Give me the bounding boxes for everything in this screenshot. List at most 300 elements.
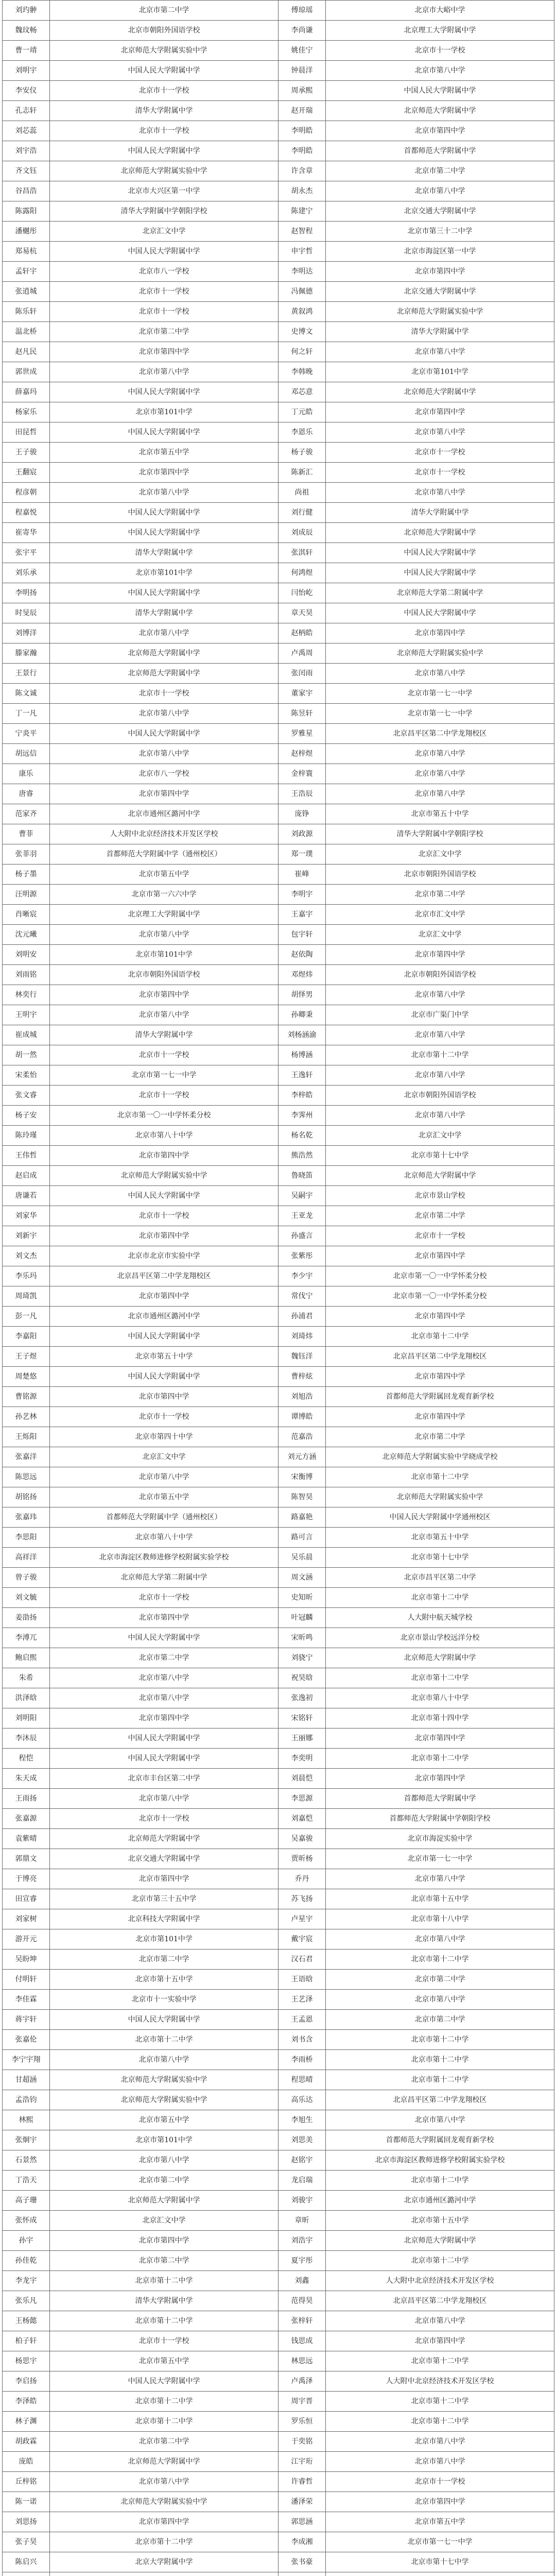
school-right: 北京师范大学附属实验中学 <box>326 643 554 664</box>
school-left: 北京市第二中学 <box>50 2432 279 2452</box>
school-left: 北京汇文中学 <box>50 2211 279 2231</box>
school-left: 北京市海淀区教师进修学校附属实验学校 <box>50 1548 279 1568</box>
school-right: 北京昌平区第二中学龙翔校区 <box>326 2291 554 2311</box>
student-name-left: 吴盼坤 <box>3 1950 50 1970</box>
student-name-left: 杨子安 <box>3 1106 50 1126</box>
student-name-right: 崔峰 <box>279 865 326 885</box>
student-name-left: 高祥洋 <box>3 1548 50 1568</box>
table-row <box>3 684 554 704</box>
table-row <box>3 262 554 282</box>
school-right: 北京市朝阳外国语学校 <box>326 1086 554 1106</box>
school-right: 北京市海淀区教师进修学校附属实验学校 <box>326 2150 554 2171</box>
student-name-left: 姜劭扬 <box>3 1608 50 1628</box>
student-name-right: 周承熙 <box>279 81 326 101</box>
table-row <box>3 2110 554 2130</box>
school-left: 北京师范大学附属实验中学 <box>50 1166 279 1186</box>
school-right: 首都师范大学附属回龙观育新学校 <box>326 2130 554 2150</box>
student-name-left: 范家齐 <box>3 804 50 824</box>
student-name-left: 孙佳乾 <box>3 2251 50 2271</box>
student-name-right: 金梓寰 <box>279 764 326 784</box>
school-left: 中国人民大学附属中学 <box>50 2371 279 2392</box>
student-name-right: 邓煜炜 <box>279 965 326 985</box>
table-row <box>3 2231 554 2251</box>
student-name-left: 丁浩天 <box>3 2171 50 2191</box>
student-name-left: 宋柔怡 <box>3 1065 50 1086</box>
student-name-left: 张怀成 <box>3 2211 50 2231</box>
student-name-right: 陈昱轩 <box>279 704 326 724</box>
school-left: 清华大学附属中学朝阳学校 <box>50 201 279 222</box>
school-right: 北京昌平区第二中学龙翔校区 <box>326 724 554 744</box>
school-right: 北京师范大学附属实验中学晓成学校 <box>326 1447 554 1467</box>
school-left: 北京汇文中学 <box>50 1447 279 1467</box>
student-name-left: 陈露阳 <box>3 201 50 222</box>
school-left: 北京市通州区潞河中学 <box>50 804 279 824</box>
student-name-right: 高乐达 <box>279 2090 326 2110</box>
student-name-right: 王嘉宇 <box>279 905 326 925</box>
student-name-right: 陈新汇 <box>279 463 326 483</box>
table-row <box>3 2171 554 2191</box>
school-left: 北京交通大学附属中学 <box>50 1849 279 1869</box>
school-right: 北京市朝阳外国语学校 <box>326 965 554 985</box>
table-row <box>3 2472 554 2492</box>
student-name-right: 赵柄皓 <box>279 623 326 643</box>
school-right: 北京市第十七中学 <box>326 2552 554 2572</box>
table-row <box>3 1849 554 1869</box>
student-name-right: 杨子骏 <box>279 443 326 463</box>
school-right: 北京市景山学校 <box>326 1186 554 1206</box>
student-name-left: 李泽皓 <box>3 2392 50 2412</box>
school-left: 北京市通州区潞河中学 <box>50 1307 279 1327</box>
table-row <box>3 1970 554 1990</box>
school-left: 北京市第二中学 <box>50 322 279 342</box>
school-right: 北京市第二中学 <box>326 885 554 905</box>
student-name-left: 潘樾彤 <box>3 222 50 242</box>
school-right: 北京市第十二中学 <box>326 2030 554 2050</box>
student-name-right: 李尚谦 <box>279 21 326 41</box>
student-name-right: 刘嘉恺 <box>279 1809 326 1829</box>
student-name-right: 赵铭宇 <box>279 2150 326 2171</box>
table-row <box>3 222 554 242</box>
student-name-right: 许含章 <box>279 161 326 181</box>
school-left: 北京市十一学校 <box>50 302 279 322</box>
student-name-left: 庞皓 <box>3 2452 50 2472</box>
school-left: 北京市第八中学 <box>50 1688 279 1708</box>
school-right: 北京市第十二中学 <box>326 1045 554 1065</box>
student-name-right: 宋昕鸣 <box>279 1628 326 1648</box>
school-right: 北京市第二中学 <box>326 161 554 181</box>
table-row <box>3 704 554 724</box>
student-name-right: 夏宇彤 <box>279 2251 326 2271</box>
student-name-left: 柏子轩 <box>3 2331 50 2351</box>
school-right: 清华大学附属中学 <box>326 503 554 523</box>
school-right: 北京汇文中学 <box>326 1126 554 1146</box>
student-name-right: 张逸初 <box>279 1688 326 1708</box>
table-row <box>3 1487 554 1507</box>
school-right: 北京市第十七中学 <box>326 1146 554 1166</box>
student-name-left: 洪泽晗 <box>3 1688 50 1708</box>
school-left: 清华大学附属中学 <box>50 1025 279 1045</box>
table-row <box>3 1507 554 1528</box>
student-name-right: 魏钰洋 <box>279 1347 326 1367</box>
student-name-left: 赵启成 <box>3 1166 50 1186</box>
school-right: 北京市第八中学 <box>326 61 554 81</box>
school-right: 北京市十一学校 <box>326 463 554 483</box>
student-name-right: 赵智程 <box>279 222 326 242</box>
table-row <box>3 1990 554 2010</box>
school-left: 北京市第一〇一中学怀柔分校 <box>50 1106 279 1126</box>
student-name-left: 王烁阳 <box>3 1427 50 1447</box>
school-left: 北京市第十二中学 <box>50 2412 279 2432</box>
school-left: 北京师范大学附属中学 <box>50 2191 279 2211</box>
school-right: 北京市第四中学 <box>326 2492 554 2512</box>
school-right: 北京昌平区第二中学龙翔校区 <box>326 2090 554 2110</box>
table-row <box>3 1407 554 1427</box>
student-name-left: 沈元曦 <box>3 925 50 945</box>
school-left: 北京市十一学校 <box>50 1206 279 1226</box>
student-name-right: 刘骏宇 <box>279 2191 326 2211</box>
school-left: 北京市朝阳外国语学校 <box>50 21 279 41</box>
student-name-right: 龙启瑞 <box>279 2171 326 2191</box>
student-name-left: 杨思宇 <box>3 2351 50 2371</box>
table-row <box>3 1950 554 1970</box>
student-name-right: 卢禹泽 <box>279 2371 326 2392</box>
student-name-right: 熊浩然 <box>279 1146 326 1166</box>
school-left: 人大附中北京经济技术开发区学校 <box>50 824 279 844</box>
table-row <box>3 925 554 945</box>
student-name-right: 胡怿男 <box>279 985 326 1005</box>
table-row <box>3 1307 554 1327</box>
student-name-right: 史知昕 <box>279 1588 326 1608</box>
school-left: 北京市第八十中学 <box>50 1528 279 1548</box>
student-name-left: 孔志轩 <box>3 101 50 121</box>
school-left: 北京师范大学附属实验中学 <box>50 2090 279 2110</box>
student-name-left: 田昆哲 <box>3 422 50 443</box>
school-right: 北京汇文中学 <box>326 844 554 865</box>
student-name-left: 崔寄华 <box>3 523 50 543</box>
school-right: 北京市汇文中学 <box>326 905 554 925</box>
student-name-right: 范得昊 <box>279 2291 326 2311</box>
school-right: 北京市第八中学 <box>326 483 554 503</box>
table-row <box>3 885 554 905</box>
student-name-left: 朱希 <box>3 1668 50 1688</box>
table-row <box>3 1869 554 1889</box>
student-name-left: 张嘉伦 <box>3 2030 50 2050</box>
school-right: 北京市第十二中学 <box>326 2171 554 2191</box>
student-name-left: 周楚悠 <box>3 1367 50 1387</box>
school-left: 北京市大兴区第一中学 <box>50 181 279 201</box>
school-right: 北京市第八中学 <box>326 985 554 1005</box>
student-name-right: 李明宇 <box>279 885 326 905</box>
student-name-left: 魏玟畅 <box>3 21 50 41</box>
student-name-left: 刘明安 <box>3 945 50 965</box>
school-left: 北京市第八中学 <box>50 1005 279 1025</box>
student-name-right: 胡永杰 <box>279 181 326 201</box>
school-left: 清华大学附属中学 <box>50 2291 279 2311</box>
school-left: 北京市第八中学 <box>50 1668 279 1688</box>
school-left: 中国人民大学附属中学 <box>50 724 279 744</box>
school-left: 中国人民大学附属中学 <box>50 2010 279 2030</box>
school-left: 北京市第八中学 <box>50 1789 279 1809</box>
school-left: 首都师范大学附属中学（通州校区） <box>50 844 279 865</box>
table-row <box>3 1065 554 1086</box>
student-name-left: 鲍启煕 <box>3 1648 50 1668</box>
roster-table <box>2 0 554 2576</box>
school-left: 北京市朝阳外国语学校 <box>50 965 279 985</box>
student-name-right: 陈智昊 <box>279 1487 326 1507</box>
student-name-right: 吴嘉骏 <box>279 1829 326 1849</box>
student-name-left: 郭鼎文 <box>3 1849 50 1869</box>
student-name-left: 李思阳 <box>3 1528 50 1548</box>
school-right: 北京市第五中学 <box>326 2512 554 2532</box>
student-name-left: 陈玲瑾 <box>3 1126 50 1146</box>
school-right: 北京市第四中学 <box>326 262 554 282</box>
school-left: 北京市第十二中学 <box>50 2392 279 2412</box>
school-left: 北京市第八中学 <box>50 623 279 643</box>
school-left: 北京市第二中学 <box>50 2171 279 2191</box>
school-right: 北京市第八中学 <box>326 2452 554 2472</box>
student-name-right: 姚佳宁 <box>279 41 326 61</box>
student-name-left: 石景然 <box>3 2150 50 2171</box>
student-name-right: 王丽娜 <box>279 1728 326 1749</box>
school-left: 北京市第101中学 <box>50 1929 279 1950</box>
table-row <box>3 2351 554 2371</box>
school-right: 北京市第二中学 <box>326 2010 554 2030</box>
student-name-left <box>3 2572 50 2576</box>
school-left: 北京市十一学校 <box>50 2331 279 2351</box>
student-name-right: 李明皓 <box>279 141 326 161</box>
school-left: 北京理工大学附属中学 <box>50 905 279 925</box>
school-right: 北京市第十二中学 <box>326 1327 554 1347</box>
student-name-left: 刘家树 <box>3 1909 50 1929</box>
student-name-right: 宋铭轩 <box>279 1708 326 1728</box>
school-left: 北京市十一学校 <box>50 684 279 704</box>
table-row <box>3 302 554 322</box>
school-right: 北京市十一学校 <box>326 1226 554 1246</box>
table-row <box>3 804 554 824</box>
school-right: 北京师范大学第二附属中学 <box>326 583 554 603</box>
student-name-left: 张逍城 <box>3 282 50 302</box>
school-right: 北京市第四中学 <box>326 2331 554 2351</box>
table-row <box>3 2211 554 2231</box>
student-name-left: 丘梓铭 <box>3 2472 50 2492</box>
student-name-left: 胡远信 <box>3 744 50 764</box>
table-row <box>3 503 554 523</box>
student-name-right: 章天昊 <box>279 603 326 623</box>
student-name-right: 刘行健 <box>279 503 326 523</box>
student-name-right: 汉石君 <box>279 1950 326 1970</box>
student-name-left: 刘雨铭 <box>3 965 50 985</box>
school-right: 北京市第四中学 <box>326 121 554 141</box>
student-name-left: 程嘉悦 <box>3 503 50 523</box>
student-name-left: 孟轩宇 <box>3 262 50 282</box>
student-name-left: 王雨扬 <box>3 1789 50 1809</box>
student-name-right: 路可言 <box>279 1528 326 1548</box>
school-right: 北京市第一〇一中学怀柔分校 <box>326 1266 554 1286</box>
table-row <box>3 2412 554 2432</box>
student-name-right: 邓芯意 <box>279 382 326 402</box>
table-row <box>3 965 554 985</box>
student-name-left: 蒋宇轩 <box>3 2010 50 2030</box>
school-left: 北京市第四十中学 <box>50 1427 279 1447</box>
student-name-left: 陈乐轩 <box>3 302 50 322</box>
student-name-right: 刘思美 <box>279 2130 326 2150</box>
school-left: 清华大学附属中学 <box>50 543 279 563</box>
student-name-left: 李龙宇 <box>3 2271 50 2291</box>
student-name-left: 王子煜 <box>3 1347 50 1367</box>
school-left: 北京市第四中学 <box>50 784 279 804</box>
school-left: 中国人民大学附属中学 <box>50 1628 279 1648</box>
table-row <box>3 41 554 61</box>
school-right: 北京市第十二中学 <box>326 1950 554 1970</box>
school-right: 北京市第四中学 <box>326 1407 554 1427</box>
student-name-left: 曹铭源 <box>3 1387 50 1407</box>
school-right: 北京市第十七中学 <box>326 1548 554 1568</box>
table-row <box>3 1648 554 1668</box>
student-name-right: 陈建宁 <box>279 201 326 222</box>
school-left: 北京市第八中学 <box>50 704 279 724</box>
student-name-right: 曹梓炫 <box>279 1367 326 1387</box>
table-row <box>3 1688 554 1708</box>
school-left: 北京市第101中学 <box>50 563 279 583</box>
student-name-left: 李沐辰 <box>3 1728 50 1749</box>
school-left: 北京市十一实验中学 <box>50 1990 279 2010</box>
table-row <box>3 2371 554 2392</box>
school-left: 首都师范大学附属中学（通州校区） <box>50 1507 279 1528</box>
school-right: 北京交通大学附属中学 <box>326 201 554 222</box>
student-name-right: 吴嗣宇 <box>279 1186 326 1206</box>
school-right: 北京交通大学附属中学 <box>326 282 554 302</box>
school-left: 北京师范大学附属实验中学 <box>50 41 279 61</box>
student-name-right: 包宇轩 <box>279 925 326 945</box>
student-name-right: 冯佩德 <box>279 282 326 302</box>
school-right: 北京师范大学附属中学 <box>326 382 554 402</box>
school-right: 北京市第一七一中学 <box>326 1849 554 1869</box>
table-row <box>3 2552 554 2572</box>
table-row <box>3 2251 554 2271</box>
school-left <box>50 2572 279 2576</box>
school-right: 北京师范大学附属中学 <box>326 1166 554 1186</box>
student-name-right: 史博文 <box>279 322 326 342</box>
school-left: 北京市第101中学 <box>50 402 279 422</box>
student-name-right: 吴乐晨 <box>279 1548 326 1568</box>
student-name-left: 汪明源 <box>3 885 50 905</box>
school-left: 北京市第八中学 <box>50 2150 279 2171</box>
school-left: 北京市第十二中学 <box>50 2271 279 2291</box>
school-right: 北京市第四中学 <box>326 1367 554 1387</box>
student-name-right: 刘鑫 <box>279 2271 326 2291</box>
school-left: 北京师范大学附属中学 <box>50 664 279 684</box>
school-left: 北京市第八中学 <box>50 362 279 382</box>
student-name-left: 郑易杭 <box>3 242 50 262</box>
student-name-left: 孟浩钧 <box>3 2090 50 2110</box>
table-row <box>3 161 554 181</box>
table-row <box>3 121 554 141</box>
school-left: 北京市第四中学 <box>50 1708 279 1728</box>
school-right: 北京市第八中学 <box>326 664 554 684</box>
school-left: 北京市第十二中学 <box>50 2532 279 2552</box>
student-name-left: 王翻宸 <box>3 463 50 483</box>
student-name-left: 刘家华 <box>3 1206 50 1226</box>
school-left: 北京市第五中学 <box>50 1487 279 1507</box>
school-left: 中国人民大学附属中学 <box>50 1327 279 1347</box>
student-name-left: 杨家乐 <box>3 402 50 422</box>
student-name-right: 张闰雨 <box>279 664 326 684</box>
school-right: 北京市第四中学 <box>326 402 554 422</box>
school-left: 中国人民大学附属中学 <box>50 382 279 402</box>
school-right: 北京市十一学校 <box>326 41 554 61</box>
table-row <box>3 784 554 804</box>
student-name-right: 李明皓 <box>279 121 326 141</box>
student-name-right: 于奕铭 <box>279 2432 326 2452</box>
student-name-right: 钟晨洋 <box>279 61 326 81</box>
student-name-left: 程彦朝 <box>3 483 50 503</box>
school-left: 北京市十一学校 <box>50 1588 279 1608</box>
school-right: 北京理工大学附属中学 <box>326 21 554 41</box>
table-row <box>3 282 554 302</box>
school-right: 北京市第八十中学 <box>326 1688 554 1708</box>
table-row <box>3 141 554 161</box>
student-name-right: 潘泽荣 <box>279 2492 326 2512</box>
school-left: 北京市十一学校 <box>50 81 279 101</box>
student-name-left: 曾子骏 <box>3 1568 50 1588</box>
student-name-left: 刘文杰 <box>3 1246 50 1266</box>
school-right: 首都师范大学附属中学朝阳学校 <box>326 1809 554 1829</box>
table-row <box>3 21 554 41</box>
school-left: 北京市第二中学 <box>50 1950 279 1970</box>
school-right: 北京师范大学附属中学 <box>326 523 554 543</box>
table-row <box>3 865 554 885</box>
school-left: 北京市第五中学 <box>50 2351 279 2371</box>
school-right: 北京市第八中学 <box>326 1106 554 1126</box>
student-name-right: 周文涵 <box>279 1568 326 1588</box>
student-name-left: 张文睿 <box>3 1086 50 1106</box>
student-name-right: 刘杨涵渝 <box>279 1025 326 1045</box>
student-name-right: 刘琦炜 <box>279 1327 326 1347</box>
school-right: 北京师范大学附属实验中学 <box>326 302 554 322</box>
school-left: 中国人民大学附属中学 <box>50 61 279 81</box>
student-name-left: 李明扬 <box>3 583 50 603</box>
student-name-left: 张嘉洋 <box>3 1447 50 1467</box>
school-left: 北京市八一学校 <box>50 764 279 784</box>
table-row <box>3 1045 554 1065</box>
school-left: 北京市第四中学 <box>50 1387 279 1407</box>
school-left: 北京市第四中学 <box>50 1869 279 1889</box>
student-name-right: 刘成辰 <box>279 523 326 543</box>
table-row <box>3 362 554 382</box>
student-name-left: 张乐凡 <box>3 2291 50 2311</box>
table-row <box>3 1146 554 1166</box>
student-name-right: 李奕明 <box>279 1749 326 1769</box>
student-name-right: 郭思涵 <box>279 2512 326 2532</box>
school-right: 北京市第五十中学 <box>326 1528 554 1548</box>
student-name-left: 王伟哲 <box>3 1146 50 1166</box>
school-left: 北京市第五中学 <box>50 2110 279 2130</box>
table-row <box>3 382 554 402</box>
table-row <box>3 1548 554 1568</box>
student-name-right: 江宇珩 <box>279 2452 326 2472</box>
table-row <box>3 2090 554 2110</box>
school-left: 北京市第八中学 <box>50 483 279 503</box>
table-row <box>3 443 554 463</box>
table-row <box>3 2311 554 2331</box>
school-right: 北京市第八中学 <box>326 2311 554 2331</box>
student-name-right: 许睿哲 <box>279 2472 326 2492</box>
school-left: 北京市第五中学 <box>50 443 279 463</box>
school-left: 北京市北京市实验中学 <box>50 1246 279 1266</box>
student-name-right: 郑一璞 <box>279 844 326 865</box>
table-row <box>3 2532 554 2552</box>
student-name-right: 丁元皓 <box>279 402 326 422</box>
